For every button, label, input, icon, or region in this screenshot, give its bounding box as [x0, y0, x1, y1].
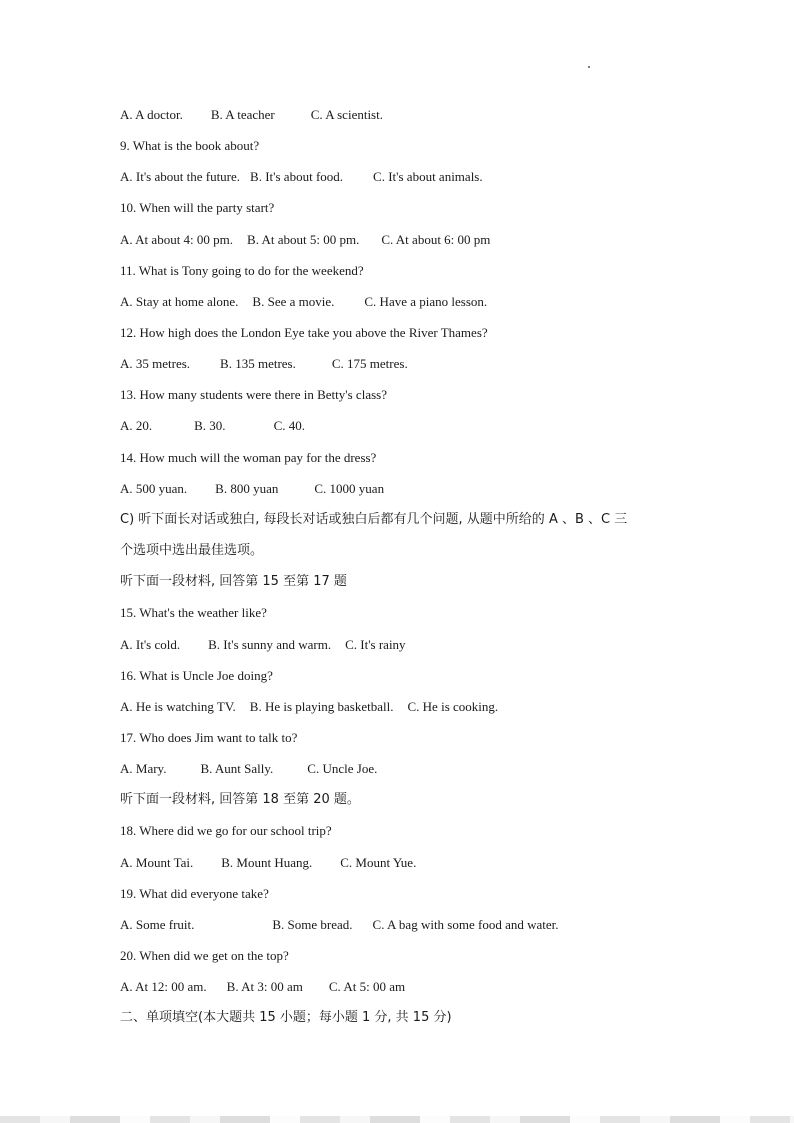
- q8-option-c: C. A scientist.: [310, 107, 383, 122]
- q13-option-b: B. 30.: [194, 418, 226, 433]
- q19-option-c: C. A bag with some food and water.: [372, 917, 559, 932]
- q13-option-c: C. 40.: [273, 418, 305, 433]
- q18-option-b: B. Mount Huang.: [221, 855, 313, 870]
- q14-option-b: B. 800 yuan: [215, 481, 279, 496]
- scan-speck: [588, 66, 590, 68]
- q17-option-c: C. Uncle Joe.: [307, 761, 378, 776]
- q9-option-a: A. It's about the future.: [120, 169, 241, 184]
- q18-option-c: C. Mount Yue.: [340, 855, 417, 870]
- section-c-instruction-line2: 个选项中选出最佳选项。: [120, 543, 264, 558]
- q11-option-b: B. See a movie.: [252, 294, 335, 309]
- q11-option-a: A. Stay at home alone.: [120, 294, 239, 309]
- q14-option-a: A. 500 yuan.: [120, 481, 188, 496]
- q11-options: [120, 294, 487, 310]
- q12-option-a: A. 35 metres.: [120, 356, 191, 371]
- q8-option-b: B. A teacher: [210, 107, 275, 122]
- q15-option-b: B. It's sunny and warm.: [208, 637, 332, 652]
- q12-option-b: B. 135 metres.: [220, 356, 296, 371]
- material-1-instruction: 听下面一段材料, 回答第 15 至第 17 题: [120, 574, 347, 589]
- q14-question: 14. How much will the woman pay for the dress?: [120, 450, 377, 465]
- q10-option-c: C. At about 6: 00 pm: [381, 232, 491, 247]
- q15-option-a: A. It's cold.: [120, 637, 181, 652]
- q13-question: 13. How many students were there in Betty's class?: [120, 387, 387, 402]
- q19-question: 19. What did everyone take?: [120, 886, 269, 901]
- q9-options: [120, 169, 483, 185]
- q20-option-b: B. At 3: 00 am: [226, 979, 303, 994]
- q15-option-c: C. It's rainy: [345, 637, 406, 652]
- scan-edge-strip: [0, 1116, 794, 1123]
- q10-options: [120, 232, 490, 248]
- q13-option-a: A. 20.: [120, 418, 153, 433]
- q10-question: 10. When will the party start?: [120, 200, 275, 215]
- q19-option-a: A. Some fruit.: [120, 917, 195, 932]
- q10-option-a: A. At about 4: 00 pm.: [120, 232, 234, 247]
- q9-option-c: C. It's about animals.: [373, 169, 483, 184]
- q16-options: [120, 699, 498, 715]
- q19-option-b: B. Some bread.: [272, 917, 353, 932]
- q18-option-a: A. Mount Tai.: [120, 855, 194, 870]
- q17-question: 17. Who does Jim want to talk to?: [120, 730, 298, 745]
- q15-question: 15. What's the weather like?: [120, 605, 267, 620]
- q20-option-c: C. At 5: 00 am: [328, 979, 406, 994]
- q14-options: [120, 481, 384, 497]
- q12-question: 12. How high does the London Eye take you above the River Thames?: [120, 325, 488, 340]
- q12-options: [120, 356, 408, 372]
- q15-options: [120, 637, 406, 653]
- q13-options: [120, 418, 305, 434]
- q8-option-a: A. A doctor.: [120, 107, 183, 122]
- q16-question: 16. What is Uncle Joe doing?: [120, 668, 273, 683]
- q20-option-a: A. At 12: 00 am.: [120, 979, 207, 994]
- material-2-instruction: 听下面一段材料, 回答第 18 至第 20 题。: [120, 792, 360, 807]
- q18-options: [120, 855, 416, 871]
- q19-options: [120, 917, 559, 933]
- section-c-instruction-line1: C) 听下面长对话或独白, 每段长对话或独白后都有几个问题, 从题中所给的 A 、B 、C 三: [120, 512, 628, 527]
- q9-question: 9. What is the book about?: [120, 138, 260, 153]
- q11-question: 11. What is Tony going to do for the weekend?: [120, 263, 364, 278]
- q11-option-c: C. Have a piano lesson.: [364, 294, 488, 309]
- q20-options: [120, 979, 405, 995]
- q17-option-a: A. Mary.: [120, 761, 167, 776]
- q8-options: [120, 107, 383, 123]
- q9-option-b: B. It's about food.: [250, 169, 344, 184]
- q16-option-c: C. He is cooking.: [407, 699, 499, 714]
- q17-options: [120, 761, 377, 777]
- q10-option-b: B. At about 5: 00 pm.: [247, 232, 360, 247]
- q18-question: 18. Where did we go for our school trip?: [120, 823, 332, 838]
- section-2-heading: 二、单项填空(本大题共 15 小题；每小题 1 分, 共 15 分): [120, 1010, 452, 1025]
- q16-option-b: B. He is playing basketball.: [249, 699, 394, 714]
- q14-option-c: C. 1000 yuan: [314, 481, 385, 496]
- q12-option-c: C. 175 metres.: [331, 356, 408, 371]
- q17-option-b: B. Aunt Sally.: [200, 761, 274, 776]
- q20-question: 20. When did we get on the top?: [120, 948, 289, 963]
- q16-option-a: A. He is watching TV.: [120, 699, 236, 714]
